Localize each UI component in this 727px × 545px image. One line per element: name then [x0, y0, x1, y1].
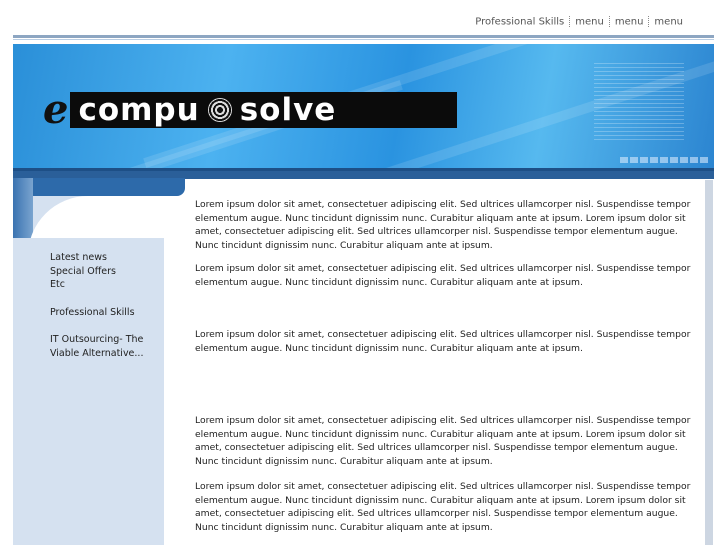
sidebar-item-etc[interactable]: Etc — [50, 279, 65, 290]
header-rule-thin — [13, 39, 714, 40]
sidebar-item-professional-skills[interactable]: Professional Skills — [50, 306, 135, 318]
nav-separator — [609, 16, 610, 27]
sidebar-item-it-outsourcing[interactable]: IT Outsourcing- The Viable Alternative... — [50, 334, 144, 359]
site-logo[interactable] — [43, 86, 457, 133]
content-paragraph: Lorem ipsum dolor sit amet, consectetuer adipiscing elit. Sed ultrices ullamcorper nisl. Suspendisse tempor elementum augue. Nunc tincidunt dignissim nunc. Curabitur aliquam ante at ipsum. — [195, 329, 691, 354]
logo-prefix: e — [43, 86, 69, 133]
nav-link-menu-3[interactable]: menu — [654, 16, 683, 28]
sidebar-item-special-offers[interactable]: Special Offers — [50, 265, 116, 277]
content-paragraph: Lorem ipsum dolor sit amet, consectetuer adipiscing elit. Sed ultrices ullamcorper nisl. Suspendisse tempor elementum augue. Nunc tincidunt dignissim nunc. Curabitur aliquam ante at ipsum. Lorem ipsum dolor sit amet, consectetuer adipiscing elit. Sed ultrices ullamcorper nisl. Suspendisse tempor elementum augue. Nunc tincidunt dignissim nunc. Curabitur aliquam ante at ipsum. — [195, 199, 691, 251]
logo-box — [70, 92, 457, 128]
header-banner — [13, 44, 714, 179]
content-paragraph: Lorem ipsum dolor sit amet, consectetuer adipiscing elit. Sed ultrices ullamcorper nisl. Suspendisse tempor elementum augue. Nunc tincidunt dignissim nunc. Curabitur aliquam ante at ipsum. Lorem ipsum dolor sit amet, consectetuer adipiscing elit. Sed ultrices ullamcorper nisl. Suspendisse tempor elementum augue. Nunc tincidunt dignissim nunc. Curabitur aliquam ante at ipsum. — [195, 481, 691, 533]
nav-separator — [648, 16, 649, 27]
header-rule — [13, 35, 714, 38]
sidebar-item-latest-news[interactable]: Latest news — [50, 252, 107, 263]
content-paragraph: Lorem ipsum dolor sit amet, consectetuer adipiscing elit. Sed ultrices ullamcorper nisl. Suspendisse tempor elementum augue. Nunc tincidunt dignissim nunc. Curabitur aliquam ante at ipsum. — [195, 263, 691, 288]
nav-link-menu-2[interactable]: menu — [614, 16, 644, 28]
nav-link-menu-1[interactable]: menu — [575, 16, 604, 28]
logo-word-solve: solve — [239, 92, 337, 128]
sidebar — [13, 196, 164, 545]
content-paragraph: Lorem ipsum dolor sit amet, consectetuer adipiscing elit. Sed ultrices ullamcorper nisl. Suspendisse tempor elementum augue. Nunc tincidunt dignissim nunc. Curabitur aliquam ante at ipsum. Lorem ipsum dolor sit amet, consectetuer adipiscing elit. Sed ultrices ullamcorper nisl. Suspendisse tempor elementum augue. Nunc tincidunt dignissim nunc. Curabitur aliquam ante at ipsum. — [195, 415, 691, 467]
top-navigation — [475, 16, 683, 28]
banner-squares — [620, 157, 708, 163]
sidebar-links — [50, 251, 172, 360]
disc-icon — [208, 98, 232, 122]
main-content — [195, 198, 697, 544]
sidebar-curve — [13, 178, 185, 238]
banner-grid-pattern — [594, 60, 684, 140]
logo-word-compu: compu — [78, 92, 200, 128]
nav-link-professional-skills[interactable]: Professional Skills — [475, 16, 565, 28]
right-border — [705, 180, 713, 545]
nav-separator — [569, 16, 570, 27]
